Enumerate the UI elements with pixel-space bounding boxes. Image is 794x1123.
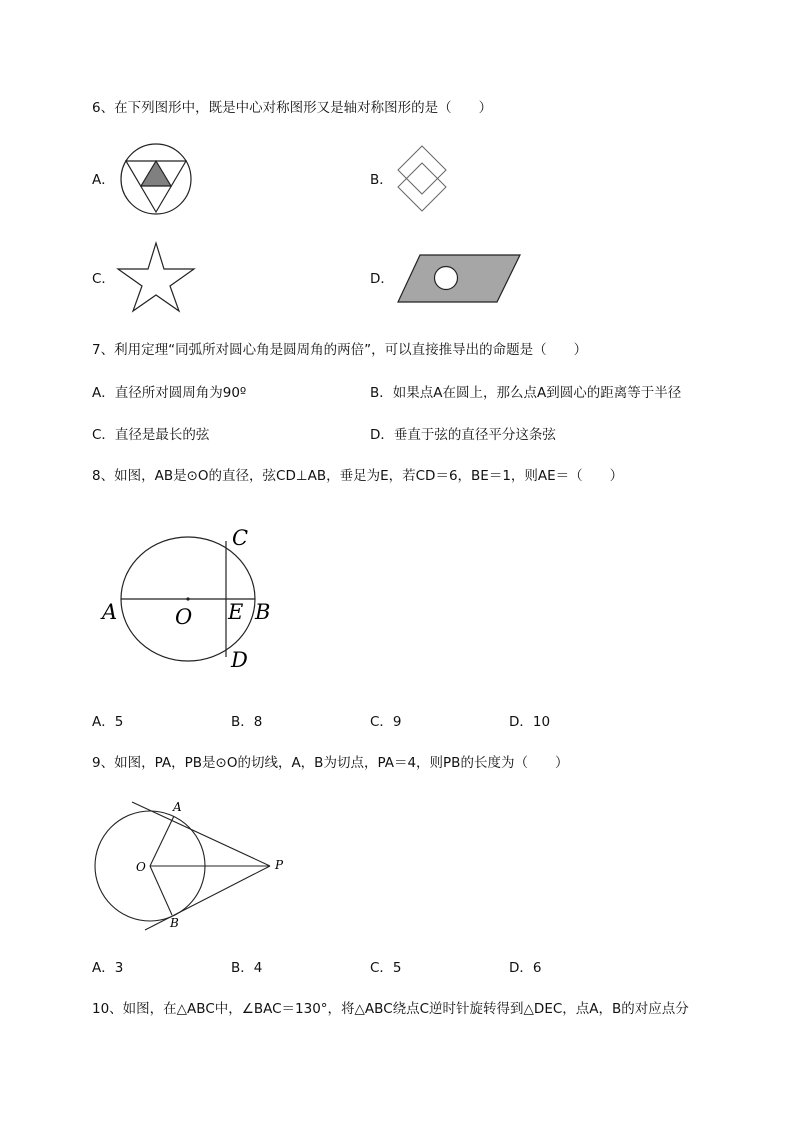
q6-option-a-label: A． — [92, 172, 115, 188]
q8-label-b: B — [255, 600, 271, 624]
q9-option-a: A．3 — [92, 960, 124, 976]
q8-label-o: O — [175, 605, 193, 629]
q7-option-c: C．直径是最长的弦 — [92, 427, 210, 443]
q9-option-c: C．5 — [370, 960, 402, 976]
q9-option-b: B．4 — [231, 960, 263, 976]
q9-label-p: P — [275, 858, 284, 872]
q9-option-d: D．6 — [509, 960, 542, 976]
q7-stem: 7、利用定理“同弧所对圆心角是圆周角的两倍”，可以直接推导出的命题是（ ） — [92, 342, 588, 358]
q8-label-d: D — [231, 648, 248, 672]
q8-option-a: A．5 — [92, 714, 124, 730]
q9-label-b: B — [170, 916, 179, 930]
q7-option-b: B．如果点A在圆上，那么点A到圆心的距离等于半径 — [370, 385, 682, 401]
q9-label-o: O — [136, 860, 146, 874]
q6-stem: 6、在下列图形中，既是中心对称图形又是轴对称图形的是（ ） — [92, 100, 493, 116]
q9-label-a: A — [173, 800, 182, 814]
q9-figure — [90, 795, 310, 945]
q9-stem: 9、如图，PA，PB是⊙O的切线，A，B为切点，PA＝4，则PB的长度为（ ） — [92, 755, 569, 771]
q8-label-e: E — [228, 600, 244, 624]
q7-option-a: A．直径所对圆周角为90º — [92, 385, 247, 401]
q6-option-d-label: D． — [370, 271, 394, 287]
q8-label-a: A — [102, 600, 118, 624]
q8-option-d: D．10 — [509, 714, 551, 730]
q6-option-c-label: C． — [92, 271, 115, 287]
q6-figure-a — [118, 141, 198, 221]
q8-figure — [100, 525, 300, 675]
q6-figure-c — [118, 240, 198, 312]
q8-option-b: B．8 — [231, 714, 263, 730]
q8-label-c: C — [232, 526, 249, 550]
q6-figure-b — [393, 143, 453, 218]
q10-stem: 10、如图，在△ABC中，∠BAC＝130°，将△ABC绕点C逆时针旋转得到△DEC，点A，B的对应点分 — [92, 1001, 689, 1017]
q8-stem: 8、如图，AB是⊙O的直径，弦CD⊥AB，垂足为E，若CD＝6，BE＝1，则AE＝（ ） — [92, 468, 624, 484]
q6-option-b-label: B． — [370, 172, 393, 188]
q6-figure-d — [395, 252, 525, 312]
q7-option-d: D．垂直于弦的直径平分这条弦 — [370, 427, 556, 443]
q8-option-c: C．9 — [370, 714, 402, 730]
